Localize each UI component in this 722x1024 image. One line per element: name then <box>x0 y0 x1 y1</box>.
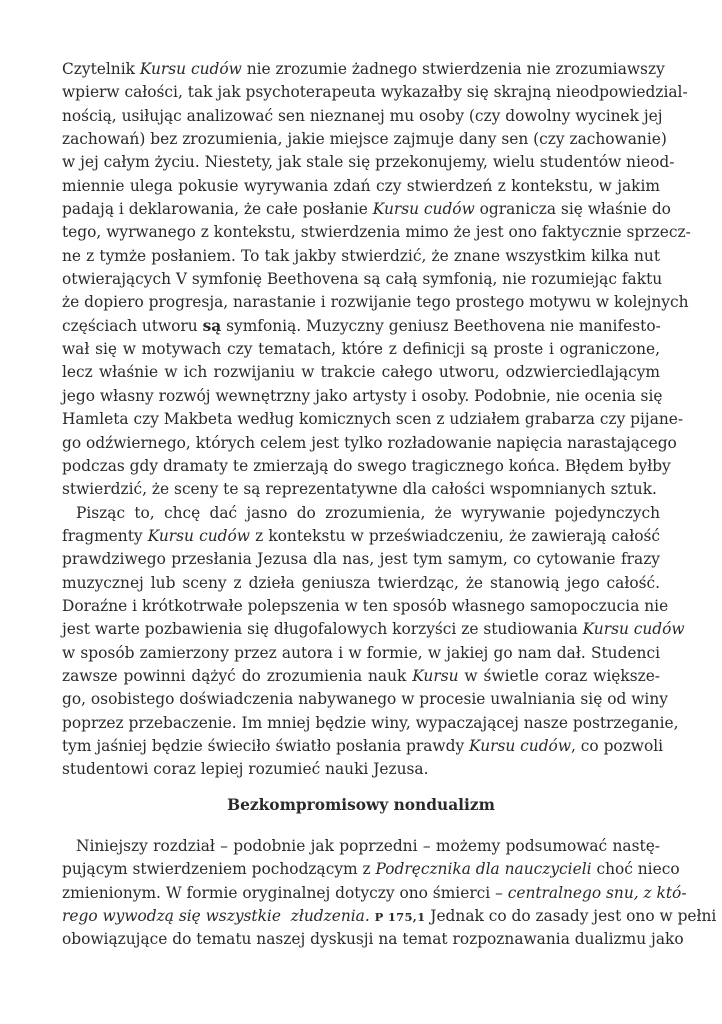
section-body-text <box>62 835 717 952</box>
text-line <box>62 291 689 314</box>
text-run: poprzez przebaczenie. Im mniej będzie winy, wypaczającej nasze postrzeganie, <box>62 713 679 732</box>
section-heading: Bezkompromisowy nondualizm <box>227 796 495 814</box>
text-line <box>62 128 667 151</box>
text-line <box>62 221 691 244</box>
text-run: w sposób zamierzony przez autora i w formie, w jakiej go nam dał. Studenci <box>62 643 660 662</box>
text-line <box>62 548 660 571</box>
text-line <box>62 105 663 128</box>
text-line <box>62 595 669 618</box>
italic-text: Kursu <box>412 666 459 685</box>
text-run: ogranicza się właśnie do <box>474 200 671 219</box>
text-line <box>62 882 687 905</box>
text-run: w jej całym życiu. Niestety, jak stale się przekonujemy, wielu studentów nieod- <box>62 153 675 172</box>
text-run: nie zrozumie żadnego stwierdzenia nie zrozumiawszy <box>241 60 665 78</box>
italic-text: Kursu cudów <box>582 620 685 639</box>
text-run: choć nieco <box>591 860 680 879</box>
text-line <box>62 175 660 198</box>
text-run: Pisząc to, chcę dać jasno do zrozumienia, że wyrywanie pojedynczych <box>76 503 660 522</box>
text-line <box>62 665 660 688</box>
italic-text: Kursu cudów <box>139 60 242 78</box>
text-run: Doraźne i krótkotrwałe polepszenia w ten sposób własnego samopoczucia nie <box>62 596 669 615</box>
text-line <box>62 315 660 338</box>
text-run: obowiązujące do tematu naszej dyskusji na temat rozpoznawania dualizmu jako <box>62 930 684 949</box>
text-line <box>62 245 660 268</box>
text-run: ne z tymże posłaniem. To tak jakby stwierdzić, że znane wszystkim kilka nut <box>62 246 660 265</box>
text-run: go, osobistego doświadczenia nabywanego w procesie uwalniania się od winy <box>62 690 668 709</box>
text-run: tym jaśniej będzie świeciło światło posłania prawdy <box>62 736 470 755</box>
text-line <box>62 58 665 81</box>
text-run: jest warte pozbawienia się długofalowych korzyści ze studiowania <box>62 620 583 639</box>
text-run: nością, usiłując analizować sen nieznanej mu osoby (czy dowolny wycinek jej <box>62 106 663 125</box>
text-run: pującym stwierdzeniem pochodzącym z <box>62 860 376 879</box>
italic-text: Kursu cudów <box>147 526 250 545</box>
text-run: go odźwiernego, których celem jest tylko rozładowanie napięcia narastającego <box>62 433 677 452</box>
text-line <box>62 572 660 595</box>
text-line <box>62 361 660 384</box>
italic-text: Kursu cudów <box>372 200 475 219</box>
text-run: zawsze powinni dążyć do zrozumienia nauk <box>62 666 413 685</box>
text-run: wpierw całości, tak jak psychoterapeuta wykazałby się skrajną nieodpowiedzial- <box>62 83 688 102</box>
text-line <box>62 758 660 781</box>
text-run: prawdziwego przesłania Jezusa dla nas, jest tym samym, co cytowanie frazy <box>62 550 660 569</box>
reference-marker: P 175,1 <box>374 910 426 925</box>
text-line <box>62 81 688 104</box>
paragraph-3 <box>62 835 717 952</box>
text-run: otwierających V symfonię Beethovena są całą symfonią, nie rozumiejąc faktu <box>62 270 663 289</box>
text-run: zmienionym. W formie oryginalnej dotyczy ono śmierci – <box>62 883 508 902</box>
text-line <box>62 478 660 501</box>
text-line <box>62 432 677 455</box>
italic-text: Kursu cudów <box>469 736 572 755</box>
text-run: Czytelnik <box>62 60 140 78</box>
text-run: padają i deklarowania, że całe posłanie <box>62 200 373 219</box>
text-run: zachowań) bez zrozumienia, jakie miejsce zajmuje dany sen (czy zachowanie) <box>62 130 667 149</box>
text-line <box>62 905 717 928</box>
paragraph-1 <box>62 58 691 502</box>
text-run: stwierdzić, że sceny te są reprezentatywne dla całości wspomnianych sztuk. <box>62 480 657 499</box>
text-line <box>62 835 660 858</box>
text-run: że dopiero progresja, narastanie i rozwijanie tego prostego motywu w kolejnych <box>62 293 689 312</box>
text-line <box>62 198 671 221</box>
text-line <box>62 712 679 735</box>
text-run: podczas gdy dramaty te zmierzają do swego tragicznego końca. Błędem byłby <box>62 456 671 475</box>
text-run: Hamleta czy Makbeta według komicznych scen z udziałem grabarza czy pijane- <box>62 410 684 429</box>
text-line <box>62 928 684 951</box>
text-run: Jednak co do zasady jest ono w pełni <box>425 907 717 926</box>
text-run: symfonią. Muzyczny geniusz Beethovena nie manifesto- <box>221 316 661 335</box>
text-line <box>62 858 680 881</box>
italic-text: Podręcznika dla nauczycieli <box>375 860 592 879</box>
italic-text: centralnego snu, z któ- <box>507 883 687 902</box>
text-run: fragmenty <box>62 526 148 545</box>
text-line <box>62 385 663 408</box>
text-line <box>62 735 664 758</box>
body-text <box>62 58 691 782</box>
text-line <box>62 502 660 525</box>
text-line <box>62 408 684 431</box>
text-run: jego własny rozwój wewnętrzny jako artysty i osoby. Podobnie, nie ocenia się <box>62 386 663 405</box>
text-run: częściach utworu <box>62 316 203 335</box>
text-line <box>62 618 685 641</box>
text-line <box>62 338 660 361</box>
text-line <box>62 642 660 665</box>
text-run: miennie ulega pokusie wyrywania zdań czy stwierdzeń z kontekstu, w jakim <box>62 176 660 195</box>
text-run: tego, wyrwanego z kontekstu, stwierdzenia mimo że jest ono faktycznie sprzecz- <box>62 223 691 242</box>
text-run: muzycznej lub sceny z dzieła geniusza twierdząc, że stanowią jego całość. <box>62 573 660 592</box>
text-run: Niniejszy rozdział – podobnie jak poprzedni – możemy podsumować nastę- <box>76 837 660 855</box>
text-line <box>62 525 660 548</box>
text-run: w świetle coraz większe- <box>458 666 661 685</box>
text-line <box>62 151 675 174</box>
italic-text: rego wywodzą się wszystkie złudzenia. <box>62 907 370 926</box>
text-run: lecz właśnie w ich rozwijaniu w trakcie całego utworu, odzwierciedlającym <box>62 363 660 382</box>
text-run: wał się w motywach czy tematach, które z definicji są proste i ograniczone, <box>62 340 660 359</box>
text-run: studentowi coraz lepiej rozumieć nauki Jezusa. <box>62 760 429 779</box>
text-run: , co pozwoli <box>571 736 664 755</box>
bold-text: są <box>202 316 222 335</box>
text-line <box>62 455 671 478</box>
text-line <box>62 268 663 291</box>
text-line <box>62 688 668 711</box>
paragraph-2 <box>62 502 685 782</box>
text-run: z kontekstu w przeświadczeniu, że zawierają całość <box>249 526 661 545</box>
